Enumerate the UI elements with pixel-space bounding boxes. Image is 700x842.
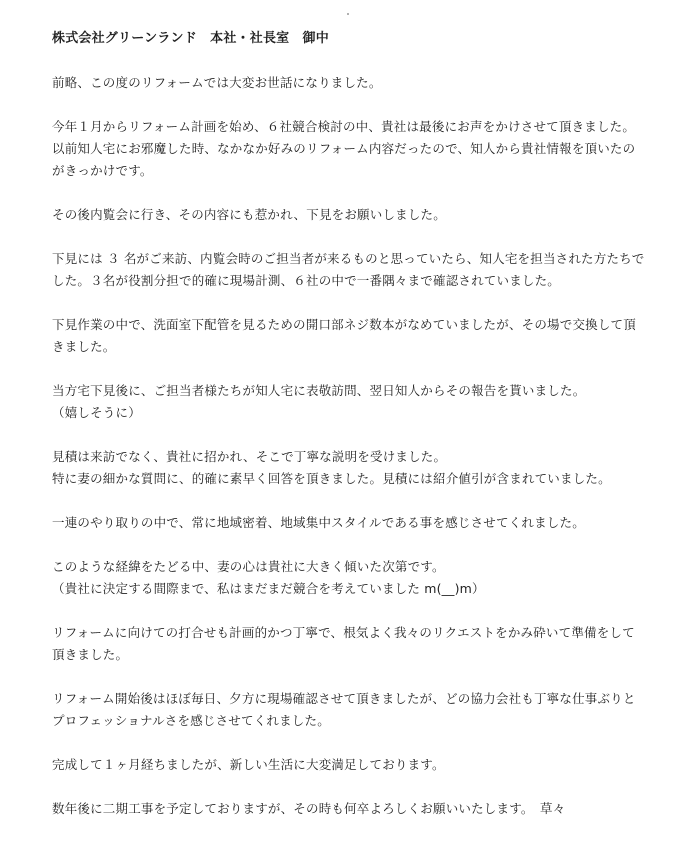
letter-line: 見積は来訪でなく、貴社に招かれ、そこで丁寧な説明を受けました。 — [52, 449, 447, 464]
recipient-heading: 株式会社グリーンランド 本社・社長室 御中 — [52, 31, 329, 46]
letter-line: プロフェッショナルさを感じさせてくれました。 — [52, 713, 330, 728]
letter-line: きました。 — [52, 339, 116, 354]
letter-line: リフォームに向けての打合せも計画的かつ丁寧で、根気よく我々のリクエストをかみ砕いて準備をして — [52, 625, 635, 640]
letter-paragraph — [52, 688, 672, 732]
letter-paragraph — [52, 754, 672, 776]
scan-speck — [347, 13, 349, 15]
letter-line: 一連のやり取りの中で、常に地域密着、地域集中スタイルである事を感じさせてくれました。 — [52, 515, 585, 530]
letter-body — [52, 72, 672, 820]
letter-line: 特に妻の細かな質問に、的確に素早く回答を頂きました。見積には紹介値引が含まれていました。 — [52, 471, 611, 486]
letter-paragraph — [52, 204, 672, 226]
letter-line: 以前知人宅にお邪魔した時、なかなか好みのリフォーム内容だったので、知人から貴社情報を頂いたの — [52, 141, 636, 156]
letter-line: このような経緯をたどる中、妻の心は貴社に大きく傾いた次第です。 — [52, 559, 445, 574]
letter-paragraph — [52, 116, 672, 182]
letter-line: 前略、この度のリフォームでは大変お世話になりました。 — [52, 75, 382, 90]
letter-line: その後内覧会に行き、その内容にも惹かれ、下見をお願いしました。 — [52, 207, 446, 222]
letter-line: がきっかけです。 — [52, 163, 153, 178]
letter-document — [52, 28, 672, 842]
letter-line: 数年後に二期工事を予定しておりますが、その時も何卒よろしくお願いいたします。 草々 — [52, 801, 566, 816]
letter-line: 下見には ３ 名がご来訪、内覧会時のご担当者が来るものと思っていたら、知人宅を担当された方たちで — [52, 251, 645, 266]
letter-paragraph — [52, 380, 672, 424]
letter-line: 今年１月からリフォーム計画を始め、６社競合検討の中、貴社は最後にお声をかけさせて頂きました。 — [52, 119, 636, 134]
letter-paragraph — [52, 556, 672, 600]
letter-paragraph — [52, 622, 672, 666]
letter-paragraph — [52, 248, 672, 292]
letter-line: （貴社に決定する間際まで、私はまだまだ競合を考えていました m(__)m） — [52, 581, 485, 596]
letter-paragraph — [52, 314, 672, 358]
letter-line: リフォーム開始後はほぼ毎日、夕方に現場確認させて頂きましたが、どの協力会社も丁寧な仕事ぶりと — [52, 691, 636, 706]
letter-line: （嬉しそうに） — [52, 405, 141, 420]
letter-line: 完成して１ヶ月経ちましたが、新しい生活に大変満足しております。 — [52, 757, 445, 772]
letter-line: 当方宅下見後に、ご担当者様たちが知人宅に表敬訪問、翌日知人からその報告を貰いました。 — [52, 383, 586, 398]
letter-paragraph — [52, 446, 672, 490]
letter-paragraph — [52, 798, 672, 820]
letter-line: した。３名が役割分担で的確に現場計測、６社の中で一番隅々まで確認されていました。 — [52, 273, 561, 288]
letter-paragraph — [52, 72, 672, 94]
letter-paragraph — [52, 512, 672, 534]
letter-line: 頂きました。 — [52, 647, 129, 662]
letter-line: 下見作業の中で、洗面室下配管を見るための開口部ネジ数本がなめていましたが、その場で交換して頂 — [52, 317, 636, 332]
